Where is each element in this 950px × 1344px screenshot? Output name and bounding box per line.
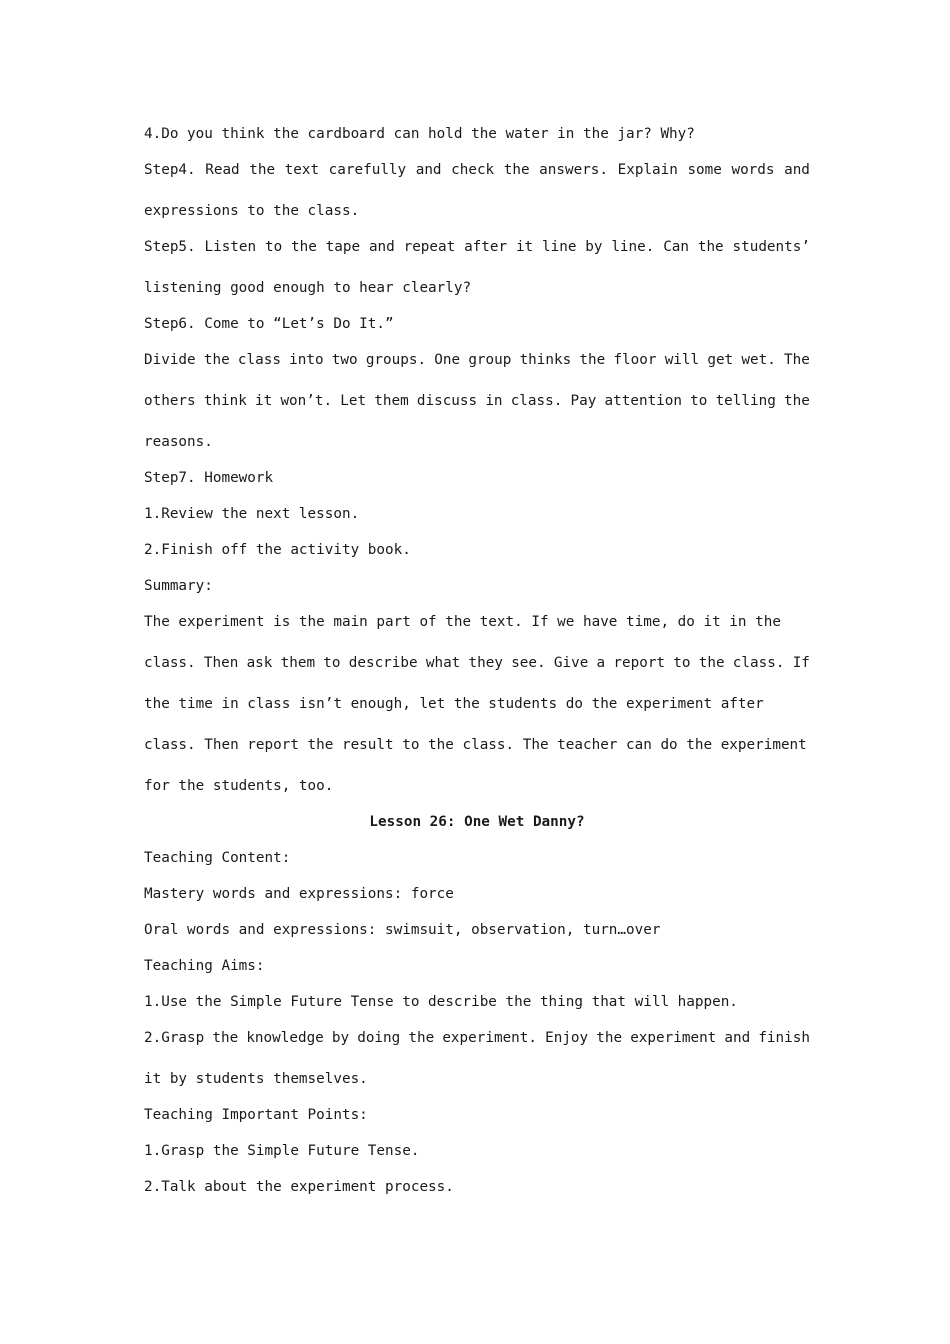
word: get [707,352,734,368]
word: see. [511,655,546,671]
word: Explain [617,162,678,178]
word: the [784,393,810,409]
word: to [264,239,283,255]
word: the [503,162,530,178]
word: will [664,352,700,368]
word: class. [144,655,196,671]
word: after [464,239,508,255]
word: tape [325,239,361,255]
step6-paragraph-line-1 [144,350,810,370]
word: Divide [144,352,196,368]
word: line. [611,239,655,255]
summary-line-3: the time in class isn’t enough, let the students do the experiment after [144,696,764,712]
word: by [331,1030,350,1046]
summary-line-5: for the students, too. [144,778,334,794]
teaching-aims-label: Teaching Aims: [144,958,265,974]
word: words [731,162,775,178]
word: it [515,239,534,255]
word: two [331,352,358,368]
word: the [249,162,276,178]
step6-paragraph-line-2 [144,391,810,411]
point-2: 2.Talk about the experiment process. [144,1179,454,1195]
word: and [415,162,442,178]
word: class. [510,393,563,409]
word: the [291,239,317,255]
word: Enjoy [545,1030,589,1046]
word: in [485,393,503,409]
step6-paragraph-line-3: reasons. [144,434,213,450]
word: students’ [732,239,810,255]
word: Let [340,393,367,409]
word: Step5. [144,239,196,255]
step5-line-1 [144,237,810,257]
word: report [613,655,666,671]
step7-title: Step7. Homework [144,470,274,486]
step6-title: Step6. Come to “Let’s Do It.” [144,316,394,332]
word: the [579,352,606,368]
word: think [203,393,247,409]
word: the [203,352,230,368]
aim-2-line-1 [144,1028,810,1048]
lesson-title: Lesson 26: One Wet Danny? [369,814,585,830]
word: them [374,393,409,409]
word: into [289,352,324,368]
document-page [144,124,810,1197]
summary-label: Summary: [144,578,213,594]
word: text [284,162,320,178]
word: groups. [365,352,427,368]
homework-item-1: 1.Review the next lesson. [144,506,360,522]
word: it [255,393,273,409]
word: thinks [519,352,572,368]
word: floor [613,352,657,368]
oral-words: Oral words and expressions: swimsuit, observation, turn…over [144,922,661,938]
word: a [596,655,606,671]
word: attention [604,393,682,409]
word: and [724,1030,751,1046]
word: Pay [570,393,597,409]
mastery-words: Mastery words and expressions: force [144,886,454,902]
word: answers. [539,162,609,178]
word: Step4. [144,162,196,178]
word: Can [663,239,690,255]
summary-line-2 [144,653,810,673]
word: carefully [328,162,407,178]
word: the [212,1030,239,1046]
point-1: 1.Grasp the Simple Future Tense. [144,1143,420,1159]
word: others [144,393,196,409]
word: Listen [204,239,257,255]
word: by [585,239,603,255]
step4-line-2: expressions to the class. [144,203,360,219]
word: Give [553,655,589,671]
word: they [468,655,503,671]
word: group [468,352,512,368]
word: check [451,162,495,178]
step5-line-2: listening good enough to hear clearly? [144,280,472,296]
word: the [697,239,724,255]
teaching-content-label: Teaching Content: [144,850,291,866]
word: finish [758,1030,810,1046]
summary-line-4: class. Then report the result to the class. The teacher can do the experiment [144,737,807,753]
word: repeat [403,239,456,255]
word: experiment. [442,1030,537,1046]
word: knowledge [246,1030,324,1046]
word: The [784,352,810,368]
aim-1: 1.Use the Simple Future Tense to describe the thing that will happen. [144,994,738,1010]
word: One [434,352,461,368]
word: discuss [416,393,478,409]
word: and [784,162,810,178]
word: experiment [630,1030,717,1046]
important-points-label: Teaching Important Points: [144,1107,368,1123]
word: doing [357,1030,401,1046]
word: won’t. [280,393,333,409]
word: to [690,393,708,409]
word: the [596,1030,623,1046]
word: the [408,1030,435,1046]
word: describe [348,655,418,671]
word: them [280,655,316,671]
question-4: 4.Do you think the cardboard can hold the water in the jar? Why? [144,126,695,142]
word: wet. [741,352,776,368]
word: ask [246,655,273,671]
aim-2-line-2: it by students themselves. [144,1071,368,1087]
word: to [673,655,691,671]
homework-item-2: 2.Finish off the activity book. [144,542,411,558]
word: line [542,239,577,255]
word: telling [715,393,776,409]
summary-line-1: The experiment is the main part of the text. If we have time, do it in the [144,614,781,630]
word: Read [205,162,240,178]
word: class. [732,655,785,671]
word: what [425,655,461,671]
word: If [792,655,810,671]
word: Then [203,655,239,671]
step4-line-1 [144,160,810,180]
word: and [368,239,395,255]
word: some [687,162,722,178]
word: 2.Grasp [144,1030,205,1046]
word: to [323,655,341,671]
word: the [698,655,725,671]
word: class [237,352,281,368]
